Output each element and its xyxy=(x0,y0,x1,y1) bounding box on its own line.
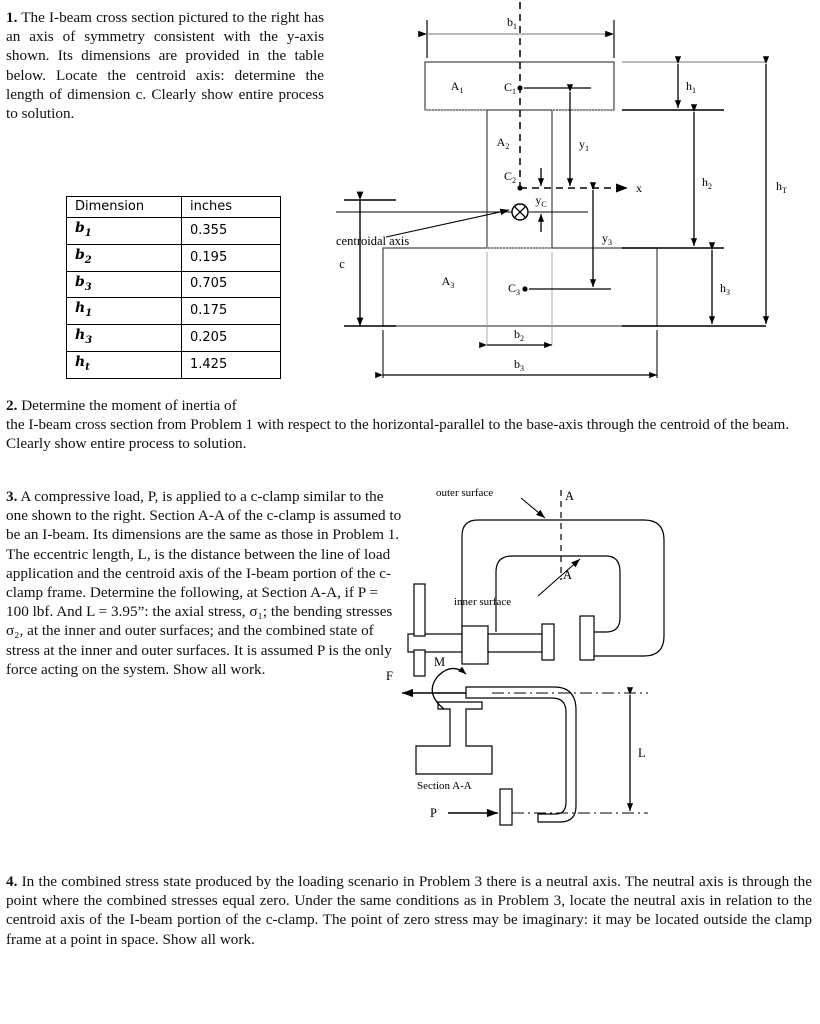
label-x-axis: x xyxy=(636,181,642,195)
symbol-base: h xyxy=(75,300,86,317)
label-C1: $C_1$ xyxy=(503,80,516,96)
label-h1: $h_1$ xyxy=(686,79,696,95)
problem-2-line-2: the I-beam cross section from Problem 1 with respect to the horizontal-parallel to the base-axis through the centroid of the beam. Clearly show entire process to solution. xyxy=(6,416,790,453)
centroidal-axis-marker xyxy=(336,204,588,220)
label-section-a-top: A xyxy=(565,489,575,503)
symbol-base: b xyxy=(75,220,85,236)
clamp-screw-assembly xyxy=(408,624,554,664)
label-centroidal-axis: centroidal axis xyxy=(336,234,410,248)
symbol-base: b xyxy=(75,273,85,290)
table-cell-value: 0.195 xyxy=(182,244,281,271)
outer-surface-leader xyxy=(521,498,545,518)
label-y3: $y_3$ xyxy=(602,231,612,247)
label-c: c xyxy=(339,257,345,271)
symbol-subscript: 1 xyxy=(85,308,93,320)
table-row xyxy=(67,298,281,325)
centroid-C3-marker xyxy=(508,281,611,297)
label-b1: $b_1$ xyxy=(507,15,517,31)
fbd-load-pad xyxy=(500,789,512,825)
problem-3-text-block xyxy=(6,487,404,679)
symbol-subscript: 2 xyxy=(84,254,92,266)
dimension-hT xyxy=(766,64,787,324)
table-cell-value: 0.175 xyxy=(182,298,281,325)
table-cell-symbol xyxy=(67,325,182,352)
dimension-b2 xyxy=(487,327,552,345)
centroidal-axis-leader xyxy=(386,210,509,237)
problem-4-body: In the combined stress state produced by the loading scenario in Problem 3 there is a neutral axis. The neutral axis is through the point where the combined stresses equal zero. Under the same conditions as in Problem 3, locate the neutral axis in relation to the centroid axis of the I-beam portion of the c-clamp. The point of zero stress may be imaginary: it may be located outside the clamp frame at a point in space. Show all work. xyxy=(6,873,812,948)
table-cell-symbol xyxy=(67,244,182,271)
label-b3: $b_3$ xyxy=(514,357,524,373)
label-C2: $C_2$ xyxy=(503,169,516,185)
dimension-y1 xyxy=(570,92,589,186)
table-row xyxy=(67,351,281,378)
table-row xyxy=(67,271,281,298)
symbol-subscript: 3 xyxy=(85,334,93,346)
dimension-yc xyxy=(535,168,546,232)
dimension-h2 xyxy=(622,112,724,248)
c-clamp-figure xyxy=(386,484,820,837)
label-y1: $y_1$ xyxy=(579,137,589,153)
label-L: L xyxy=(638,746,646,760)
label-section-caption: Section A-A xyxy=(417,780,472,792)
table-header-row xyxy=(67,197,281,218)
table-cell-value: 0.205 xyxy=(182,325,281,352)
label-hT: $h_T$ xyxy=(776,179,787,195)
table-cell-symbol xyxy=(67,218,182,245)
clamp-handle-bar xyxy=(414,584,425,676)
section-aa-ibeam-profile xyxy=(416,702,492,774)
label-outer-surface: outer surface xyxy=(436,487,494,499)
label-C3: $C_3$ xyxy=(507,281,520,297)
dimension-table xyxy=(66,196,281,379)
problem-2-line-1: Determine the moment of inertia of xyxy=(21,397,237,414)
problem-4-text-block xyxy=(6,872,812,949)
problem-1-number: 1. xyxy=(6,9,18,26)
dimension-L xyxy=(630,695,646,811)
label-h3: $h_3$ xyxy=(720,281,730,297)
dimension-h1 xyxy=(622,62,766,110)
table-row xyxy=(67,244,281,271)
label-section-a-bottom: A xyxy=(563,568,573,582)
table-header-inches: inches xyxy=(182,197,281,218)
table-cell-symbol xyxy=(67,271,182,298)
problem-2-text-block xyxy=(6,396,812,454)
label-A2: $A_2$ xyxy=(496,135,510,151)
problem-2-number: 2. xyxy=(6,397,18,414)
centroid-C1-marker xyxy=(504,80,591,96)
label-load-P: P xyxy=(430,806,437,820)
label-h2: $h_2$ xyxy=(702,175,712,191)
table-cell-symbol xyxy=(67,298,182,325)
ibeam-cross-section-figure xyxy=(326,0,820,397)
label-force-F: F xyxy=(386,669,393,683)
label-A3: $A_3$ xyxy=(441,274,455,290)
label-yc: $y_C$ xyxy=(535,193,547,209)
table-cell-value: 0.705 xyxy=(182,271,281,298)
symbol-base: b xyxy=(75,246,85,263)
problem-3-body: A compressive load, P, is applied to a c-clamp similar to the one shown to the right. Section A-A of the c-clamp is assumed to be an I-beam. Its dimensions are the same as those in Problem 1. The eccentric length, L, is the distance between the line of load application and the centroid axis of the I-beam portion of the c-clamp frame. Determine the following, at Section A-A, if P = 100 lbf. And L = 3.95”: the axial stress, σ₁; the bending stresses σ₂, at the inner and outer surfaces; and the combined state of stress at the inner and outer surfaces. It is assumed P is the only force acting on the system. Show all work. xyxy=(6,488,402,678)
table-row xyxy=(67,325,281,352)
symbol-base: h xyxy=(75,353,86,370)
problem-1-body: The I-beam cross section pictured to the right has an axis of symmetry consistent with the y-axis shown. Its dimensions are provided in the table below. Locate the centroid axis: determine the length of dimension c. Clearly show entire process to solution. xyxy=(6,9,324,123)
label-inner-surface: inner surface xyxy=(454,596,512,608)
label-moment-M: M xyxy=(434,655,446,669)
inner-surface-leader xyxy=(538,559,580,596)
ibeam-internal-divisions xyxy=(425,110,614,248)
problem-4-number: 4. xyxy=(6,873,18,890)
symbol-subscript: 1 xyxy=(84,227,92,239)
dimension-h3 xyxy=(622,250,766,326)
table-cell-value: 1.425 xyxy=(182,351,281,378)
symbol-subscript: t xyxy=(85,361,90,373)
label-A1: $A_1$ xyxy=(450,79,464,95)
dimension-c xyxy=(339,200,396,326)
dimension-y3 xyxy=(593,190,612,287)
symbol-subscript: 3 xyxy=(84,281,92,293)
clamp-frame-inner xyxy=(496,556,620,632)
table-header-dimension: Dimension xyxy=(67,197,182,218)
clamp-anvil-pad xyxy=(580,616,594,660)
label-b2: $b_2$ xyxy=(514,327,524,343)
problem-3-number: 3. xyxy=(6,488,18,505)
symbol-base: h xyxy=(75,327,86,344)
problem-1-text-block xyxy=(6,8,324,123)
table-cell-symbol xyxy=(67,351,182,378)
table-row xyxy=(67,218,281,245)
table-cell-value: 0.355 xyxy=(182,218,281,245)
